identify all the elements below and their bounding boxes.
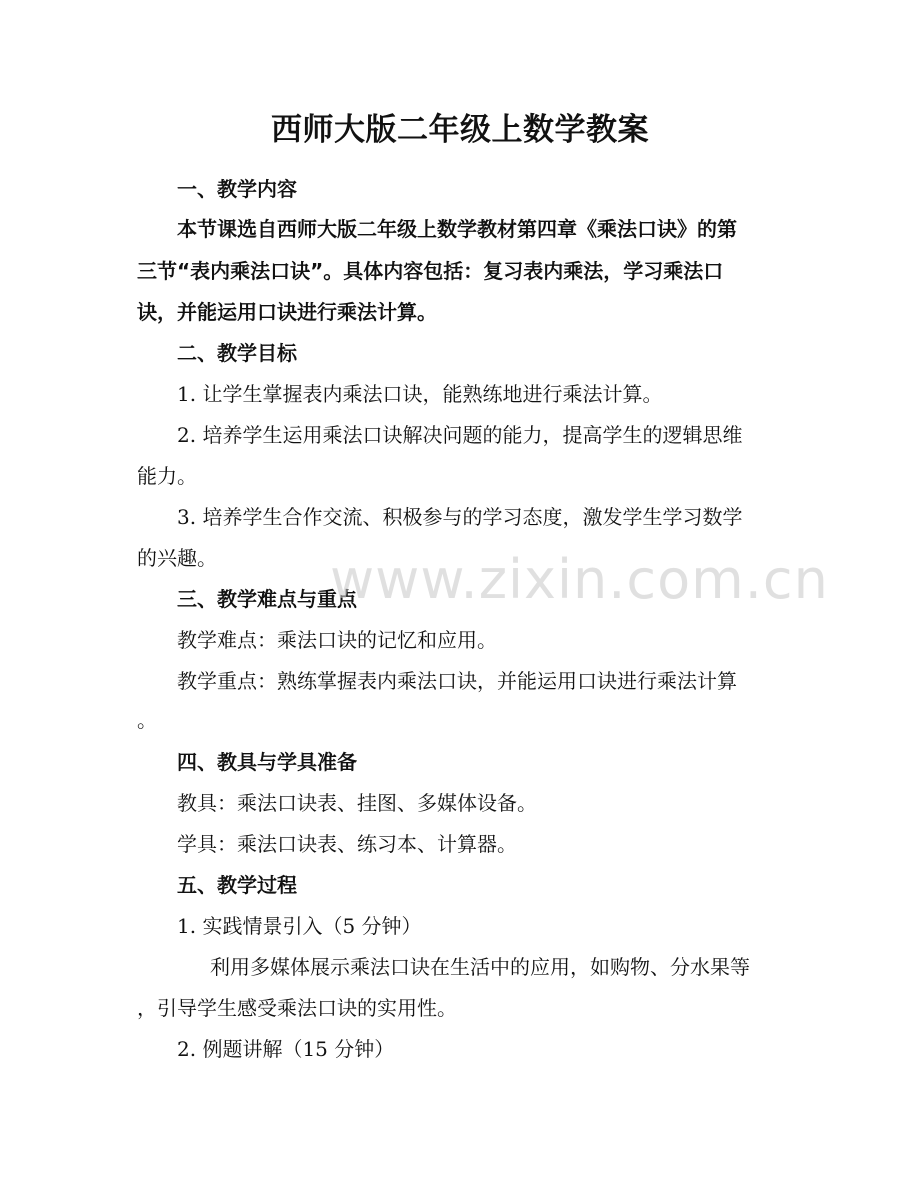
process-step-desc: 利用多媒体展示乘法口诀在生活中的应用，如购物、分水果等 <box>210 955 750 979</box>
difficulty-text: 教学难点：乘法口诀的记忆和应用。 <box>177 628 497 652</box>
goal-item: 3. 培养学生合作交流、积极参与的学习态度，激发学生学习数学 <box>177 505 743 529</box>
paragraph-line: 本节课选自西师大版二年级上数学教材第四章《乘法口诀》的第 <box>177 217 737 241</box>
paragraph-line: 诀，并能运用口诀进行乘法计算。 <box>137 300 437 324</box>
document-title: 西师大版二年级上数学教案 <box>271 112 649 148</box>
section-heading-goals: 二、教学目标 <box>177 341 297 365</box>
key-point-continuation: 。 <box>137 708 157 732</box>
process-step: 1. 实践情景引入（5 分钟） <box>177 914 422 938</box>
paragraph-line: 三节“表内乘法口诀”。具体内容包括：复习表内乘法，学习乘法口 <box>137 259 724 283</box>
student-tools-text: 学具：乘法口诀表、练习本、计算器。 <box>177 832 517 856</box>
goal-item-continuation: 的兴趣。 <box>137 546 217 570</box>
watermark: www.zixin.com.cn <box>330 548 829 611</box>
goal-item-continuation: 能力。 <box>137 464 197 488</box>
section-heading-tools: 四、教具与学具准备 <box>177 750 357 774</box>
section-heading-difficulty: 三、教学难点与重点 <box>177 587 357 611</box>
process-step: 2. 例题讲解（15 分钟） <box>177 1037 395 1061</box>
key-point-text: 教学重点：熟练掌握表内乘法口诀，并能运用口诀进行乘法计算 <box>177 669 737 693</box>
goal-item: 1. 让学生掌握表内乘法口诀，能熟练地进行乘法计算。 <box>177 382 663 406</box>
teacher-tools-text: 教具：乘法口诀表、挂图、多媒体设备。 <box>177 791 537 815</box>
goal-item: 2. 培养学生运用乘法口诀解决问题的能力，提高学生的逻辑思维 <box>177 423 743 447</box>
section-heading-content: 一、教学内容 <box>177 177 297 201</box>
process-step-desc-continuation: ，引导学生感受乘法口诀的实用性。 <box>137 996 457 1020</box>
section-heading-process: 五、教学过程 <box>177 873 297 897</box>
